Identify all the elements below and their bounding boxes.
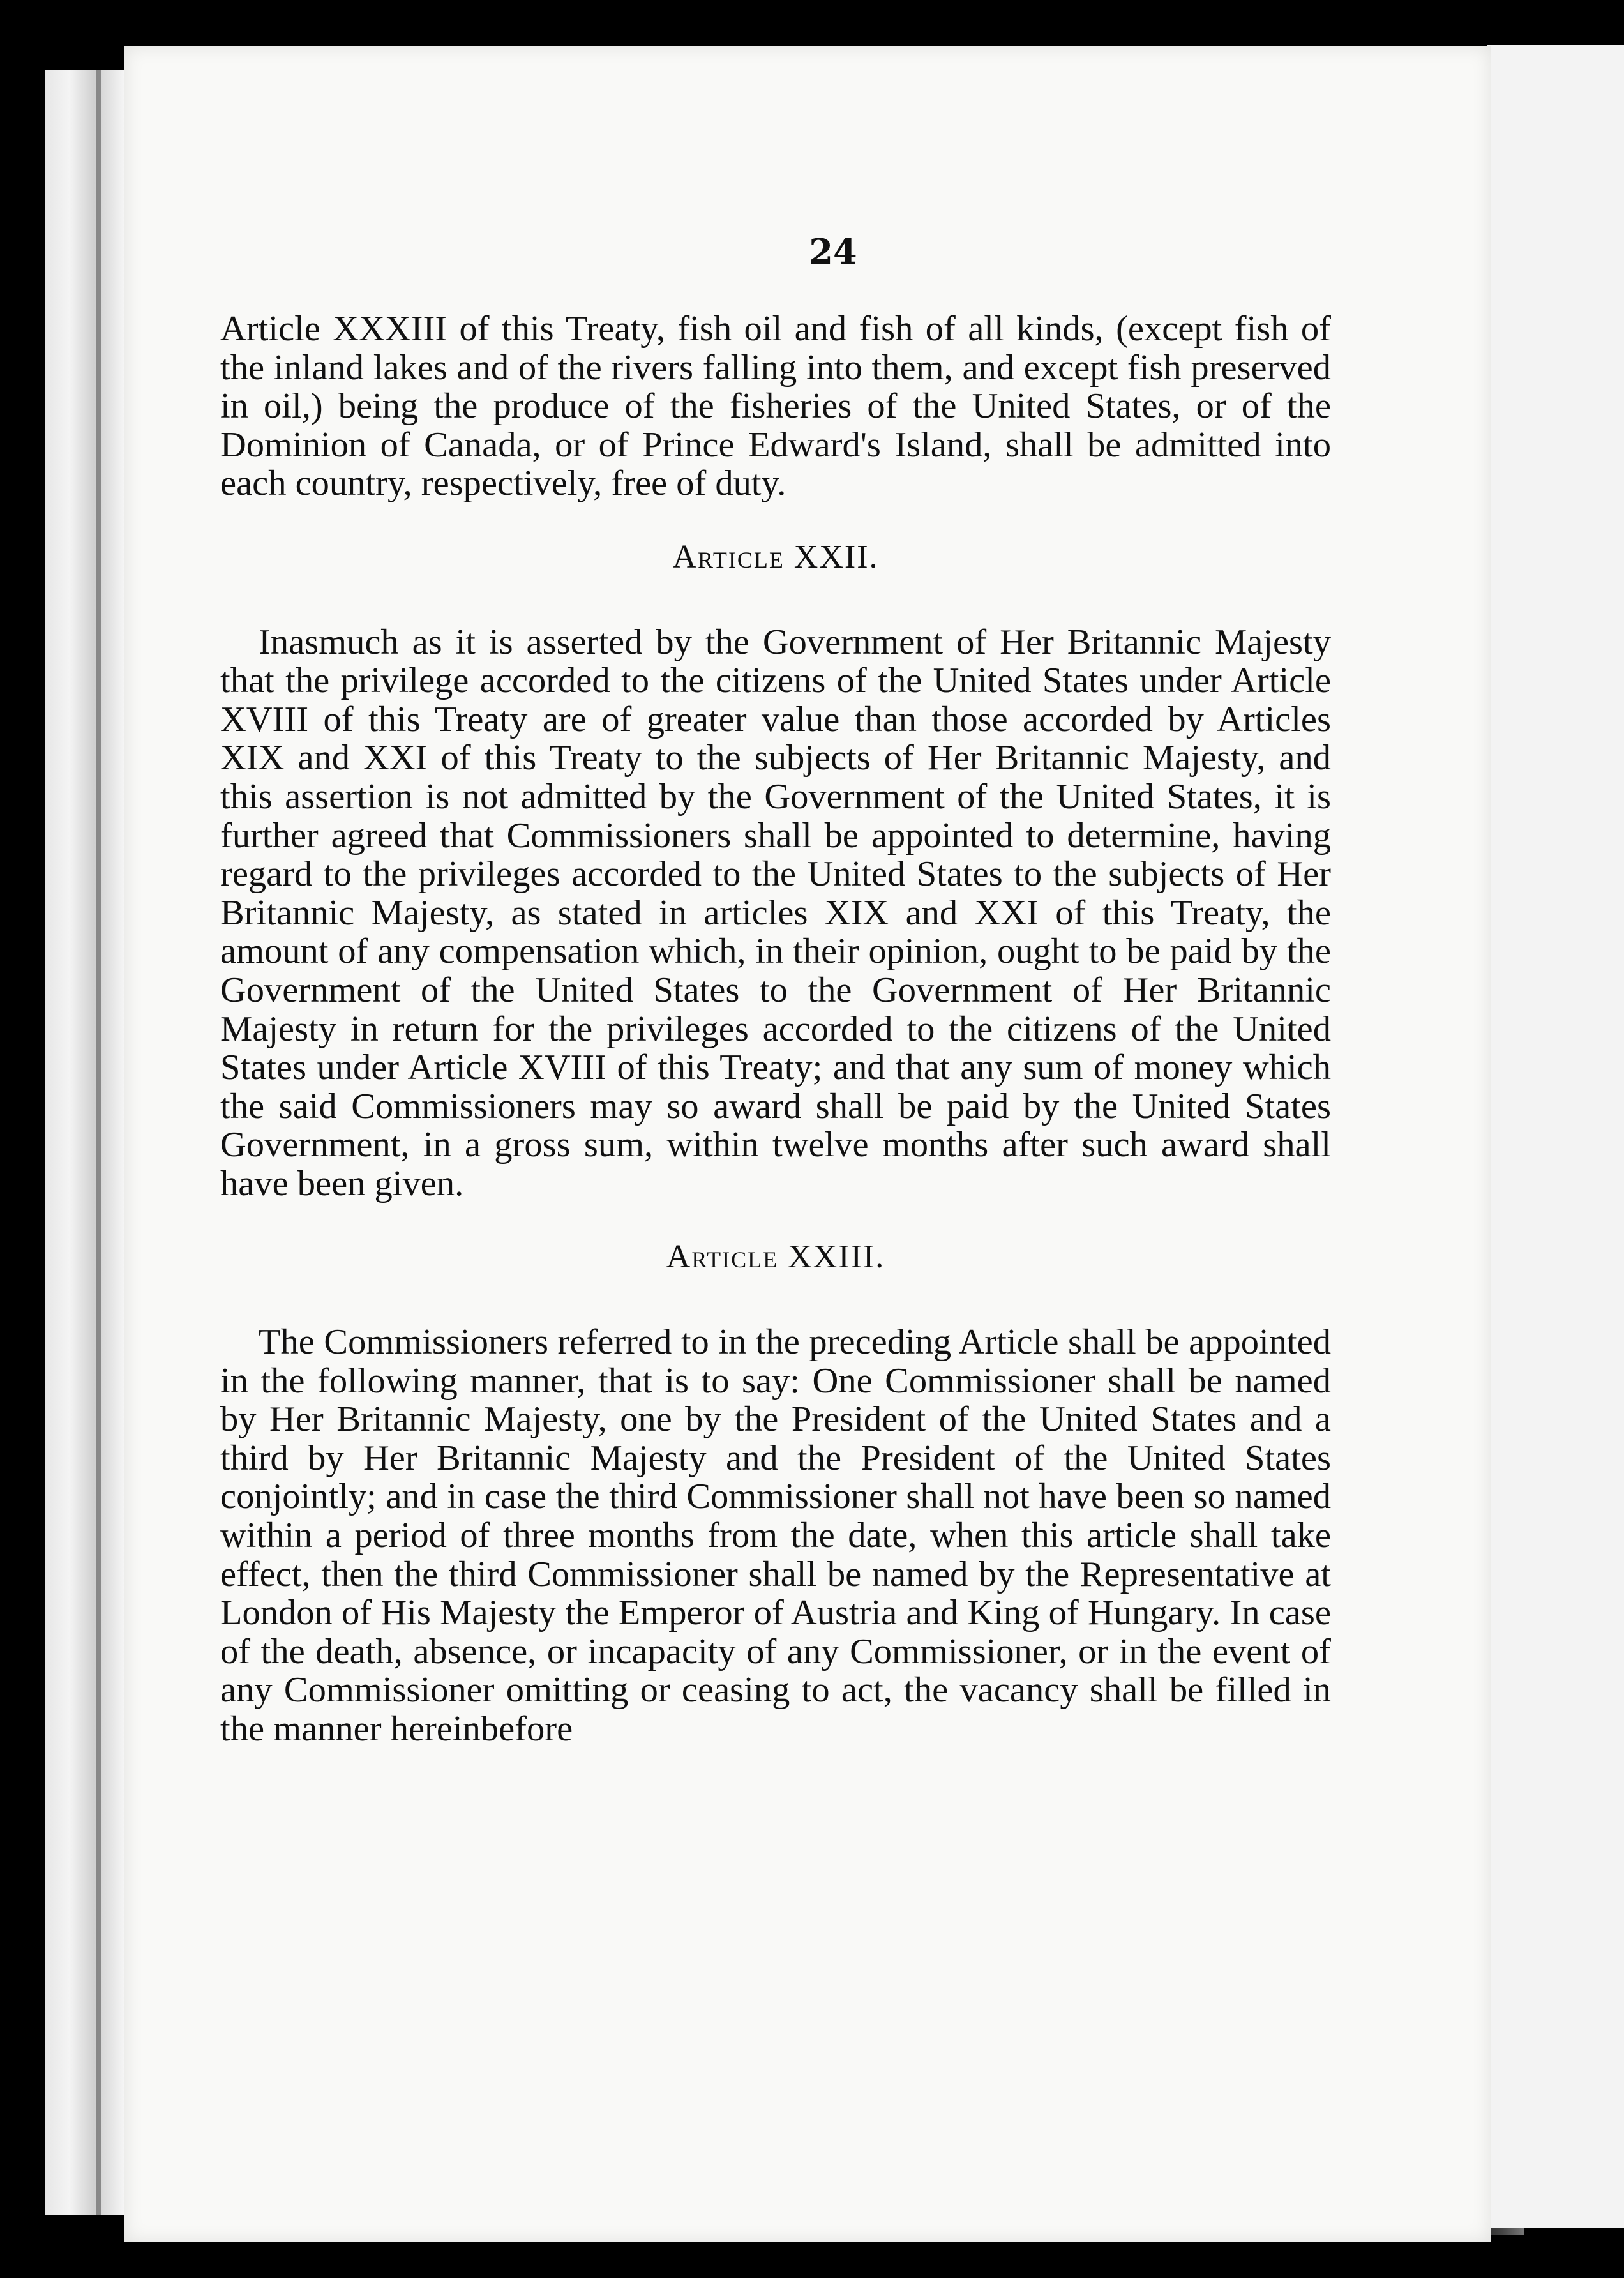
page-number: 24 (809, 231, 857, 272)
article-22-heading (220, 538, 1331, 577)
continuation-paragraph: Article XXXIII of this Treaty, fish oil and fish of all kinds, (except fish of the inland lakes and of the rivers falling into them, and except fish preserved in oil,) being the produce of the fisheries of the United States, or of the Dominion of Canada, or of Prince Edward's Island, shall be admitted into each country, respectively, free of duty. (220, 309, 1331, 504)
page-body (220, 310, 1331, 1749)
article-22-paragraph: Inasmuch as it is asserted by the Government of Her Britannic Majesty that the privilege accorded to the citizens of the United States under Article XVIII of this Treaty are of greater value than those accorded by Articles XIX and XXI of this Treaty to the subjects of Her Britannic Majesty, and this assertion is not admitted by the Government of the United States, it is further agreed that Commissioners shall be appointed to determine, having regard to the privileges accorded to the United States to the subjects of Her Britannic Majesty, as stated in articles XIX and XXI of this Treaty, the amount of any compensation which, in their opinion, ought to be paid by the Government of the United States to the Government of Her Britannic Majesty in return for the privileges accorded to the citizens of the United States under Article XVIII of this Treaty; and that any sum of money which the said Commissioners may so award shall be paid by the United States Government, in a gross sum, within twelve months after such award shall have been given. (220, 622, 1331, 1203)
article-23-heading-text: Article XXIII. (666, 1239, 885, 1276)
article-23-paragraph: The Commissioners referred to in the preceding Article shall be appointed in the following manner, that is to say: One Commissioner shall be named by Her Britannic Majesty, one by the President of the United States and a third by Her Britannic Majesty and the President of the United States conjointly; and in case the third Commissioner shall not have been so named within a period of three months from the date, when this article shall take effect, then the third Commissioner shall be named by the Representative at London of His Majesty the Emperor of Austria and King of Hungary. In case of the death, absence, or incapacity of any Commissioner, or in the event of any Commissioner omitting or ceasing to act, the vacancy shall be filled in the manner hereinbefore (220, 1322, 1331, 1749)
left-page-edge (45, 70, 128, 2215)
article-22-heading-text: Article XXII. (672, 538, 879, 575)
article-23-heading (220, 1238, 1331, 1277)
facing-page-edge (1487, 45, 1624, 2228)
